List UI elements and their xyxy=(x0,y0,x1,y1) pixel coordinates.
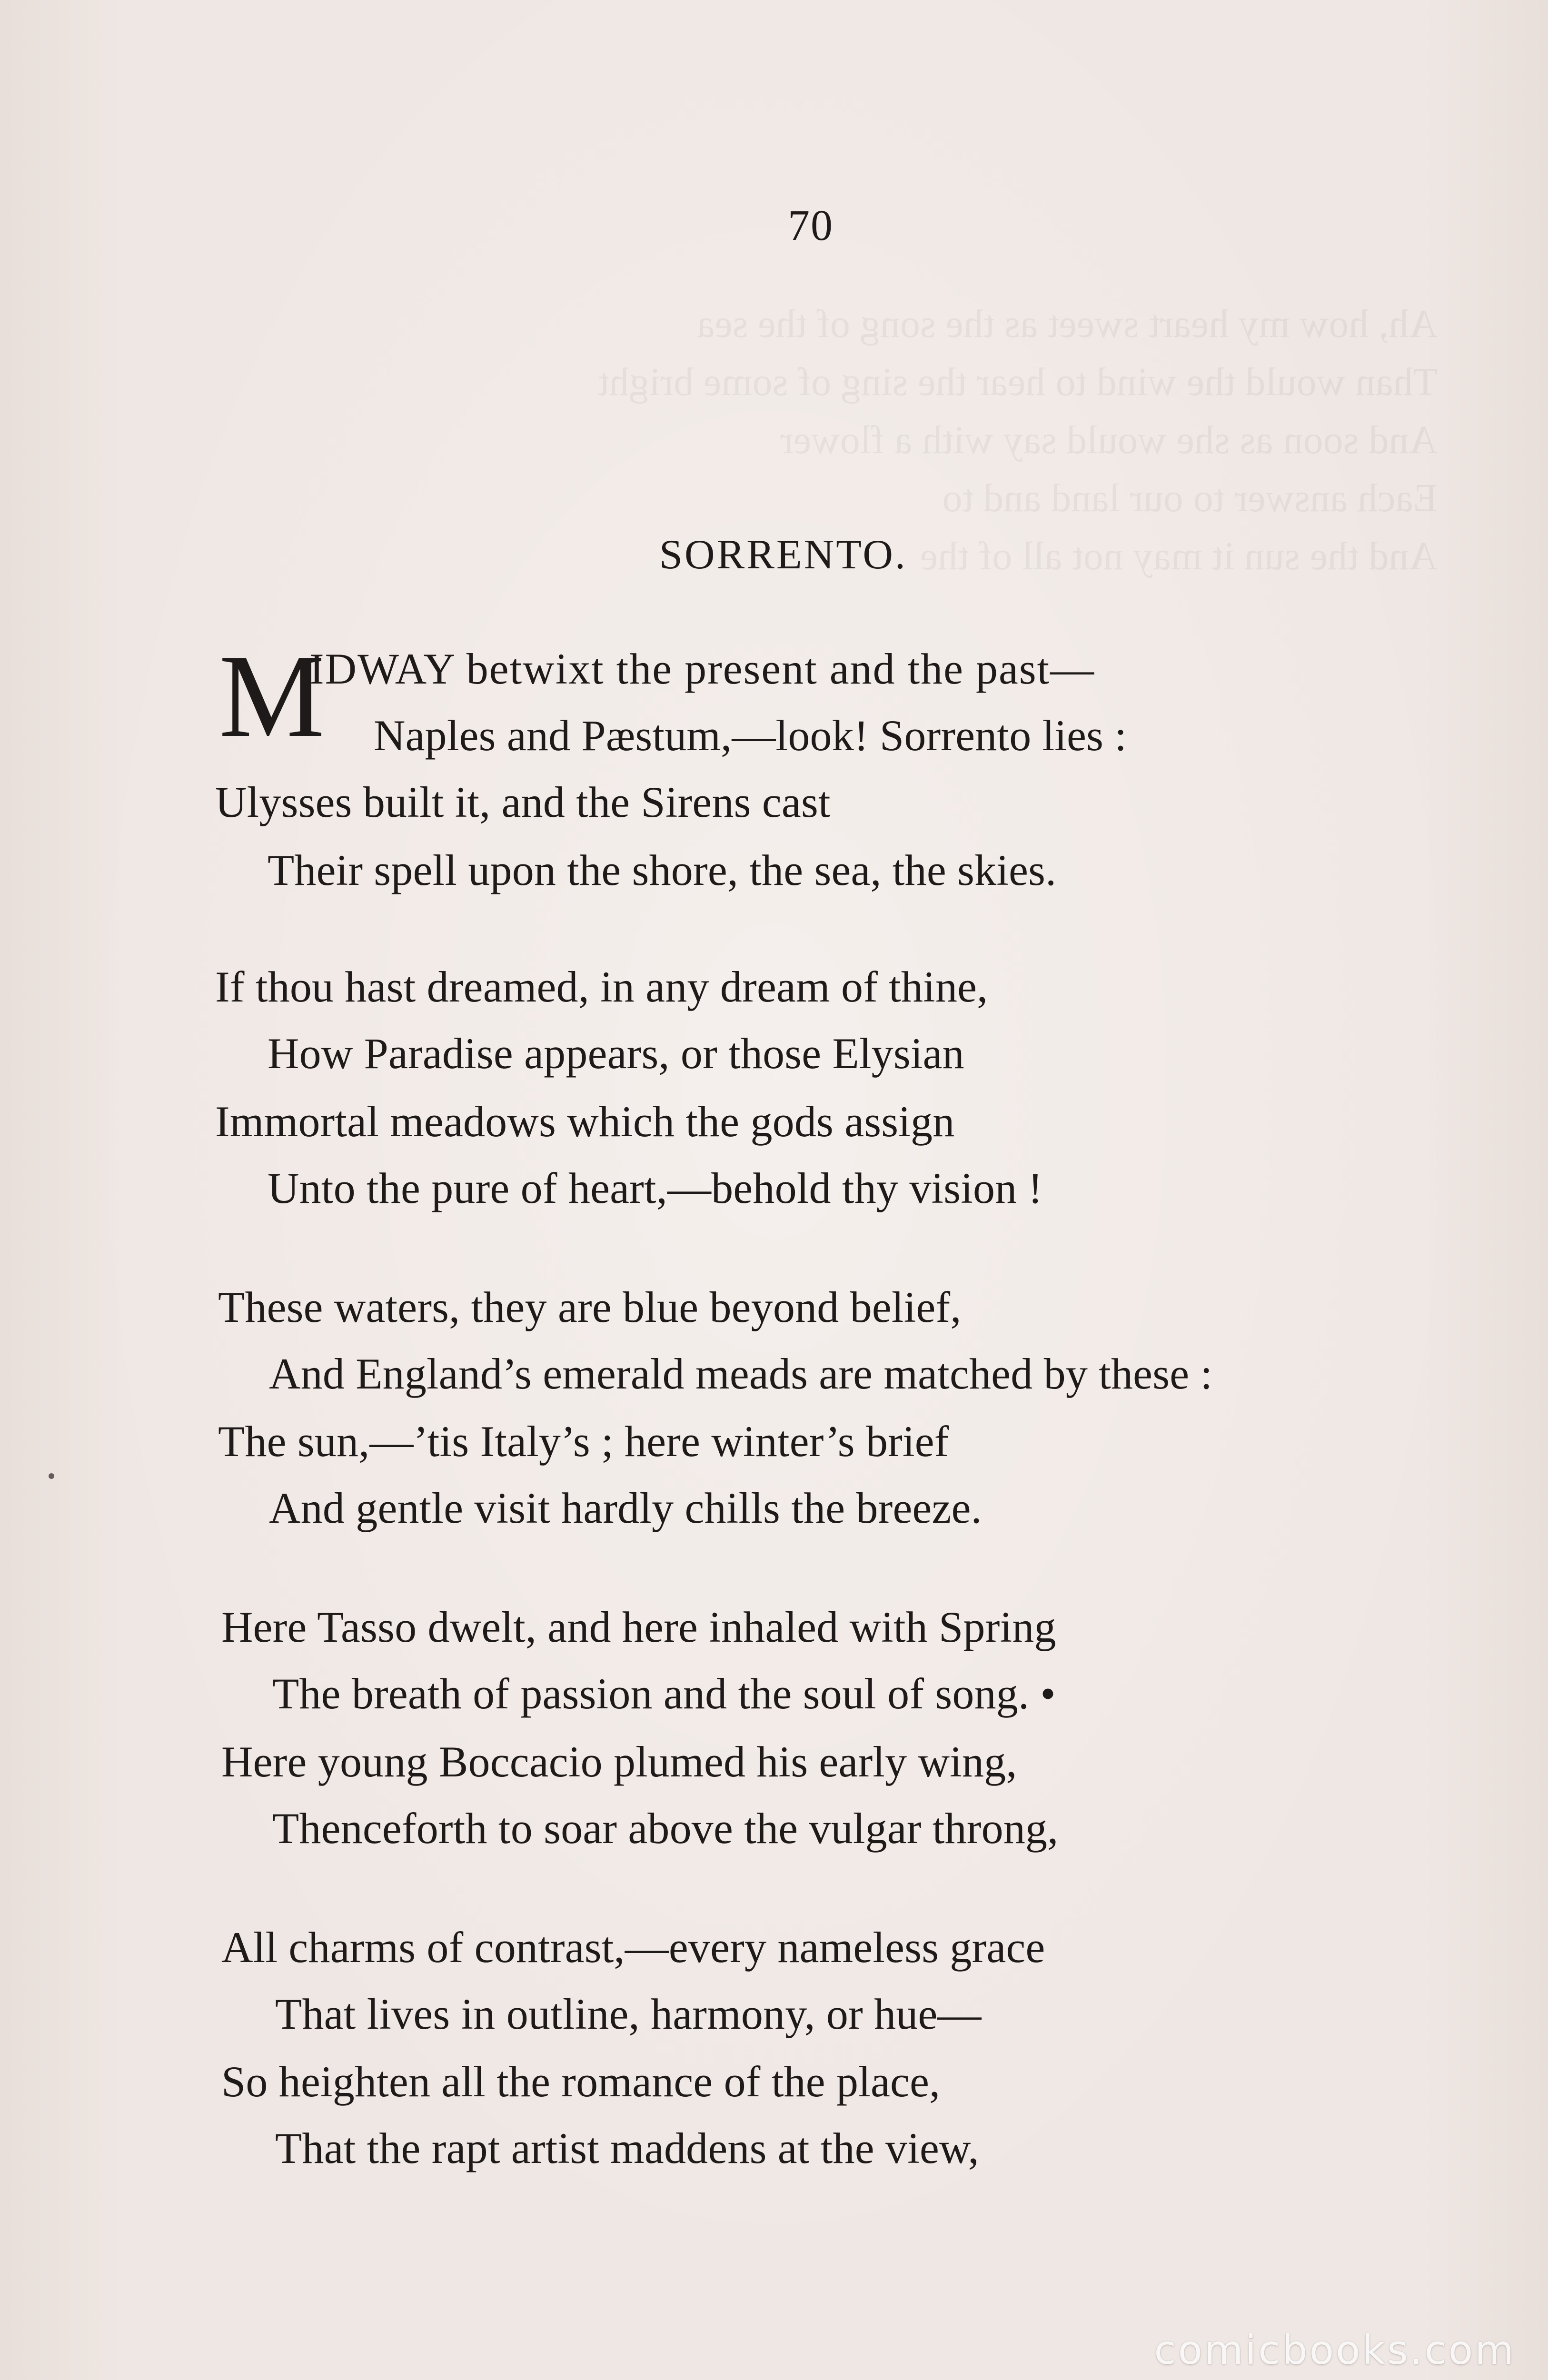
stanza-4-line-4: Thenceforth to soar above the vulgar throng, xyxy=(272,1804,1059,1853)
stanza-3-line-1: These waters, they are blue beyond belief, xyxy=(218,1283,962,1331)
stanza-1-line-2: Naples and Pæstum,—look! Sorrento lies : xyxy=(374,711,1127,760)
stanza-2-line-1: If thou hast dreamed, in any dream of thine, xyxy=(215,962,988,1011)
page-number: 70 xyxy=(788,201,834,249)
stanza-5-line-1: All charms of contrast,—every nameless grace xyxy=(221,1923,1045,1972)
stanza-5-line-2: That lives in outline, harmony, or hue— xyxy=(275,1990,982,2038)
stanza-2-line-3: Immortal meadows which the gods assign xyxy=(215,1097,955,1146)
stanza-5-line-4: That the rapt artist maddens at the view, xyxy=(275,2124,979,2172)
stanza-1-line-3: Ulysses built it, and the Sirens cast xyxy=(215,778,831,826)
drop-cap-initial: M xyxy=(219,630,325,762)
stanza-1-line-1: IDWAY betwixt the present and the past— xyxy=(309,645,1095,693)
stanza-1-line-4: Their spell upon the shore, the sea, the skies. xyxy=(268,846,1057,894)
stanza-5-line-3: So heighten all the romance of the place, xyxy=(221,2057,941,2106)
stray-ink-dot xyxy=(49,1473,54,1479)
stanza-4-line-1: Here Tasso dwelt, and here inhaled with Spring xyxy=(221,1603,1056,1651)
stanza-2-line-2: How Paradise appears, or those Elysian xyxy=(268,1029,964,1078)
stanza-3-line-3: The sun,—’tis Italy’s ; here winter’s brief xyxy=(218,1417,949,1466)
stanza-2-line-4: Unto the pure of heart,—behold thy vision ! xyxy=(268,1164,1043,1212)
poem-title: SORRENTO. xyxy=(659,532,907,578)
stanza-3-line-2: And England’s emerald meads are matched by these : xyxy=(269,1349,1213,1398)
show-through-from-reverse-page: Ah, how my heart sweet as the song of the sea Than would the wind to hear the sing of some bright And soon as she would say with a flower Each answer to our land and to And the sun it may not all of the xyxy=(598,302,1438,578)
watermark: comicbooks.com xyxy=(1154,2327,1516,2373)
stanza-4-line-3: Here young Boccacio plumed his early wing, xyxy=(221,1737,1017,1786)
stanza-4-line-2: The breath of passion and the soul of song. • xyxy=(272,1669,1056,1718)
stanza-3-line-4: And gentle visit hardly chills the breeze. xyxy=(269,1484,982,1532)
